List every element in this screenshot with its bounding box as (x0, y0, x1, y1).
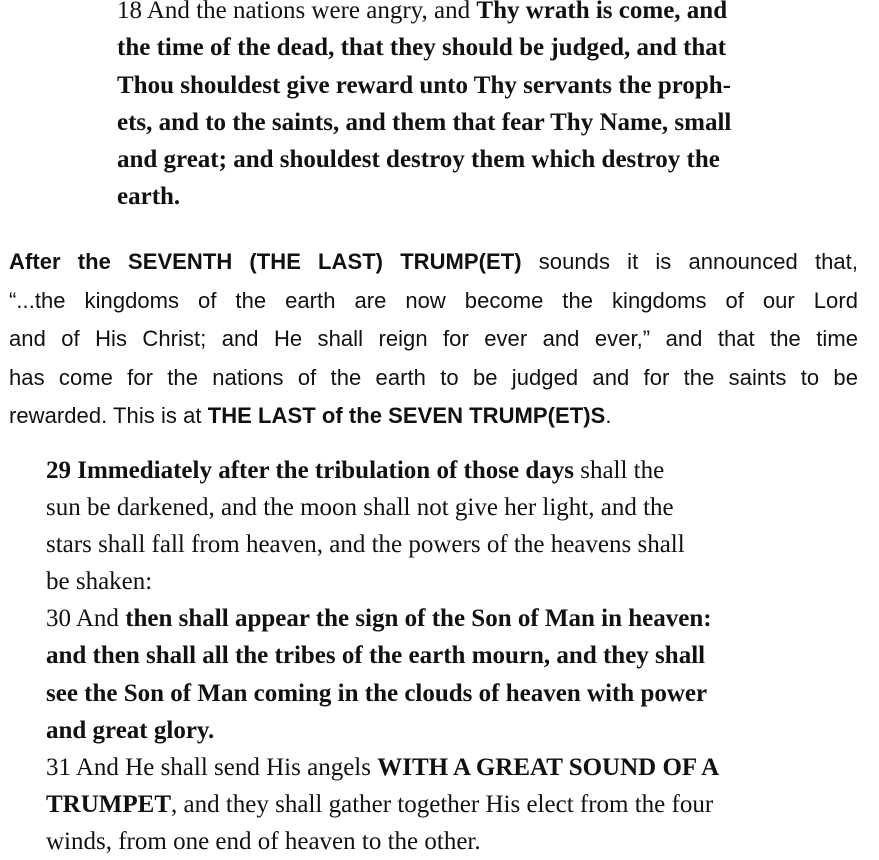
text-run: 18 And the nations were angry, and (117, 0, 477, 24)
text-line (46, 526, 719, 563)
text-run: be shaken: (46, 568, 153, 596)
bold-text-run: ets, and to the saints, and them that fear Thy Name, small (117, 108, 732, 136)
matthew-24-29-31-verses (46, 452, 719, 860)
bold-text-run: and then shall all the tribes of the earth mourn, and they shall (46, 642, 706, 670)
text-line (46, 675, 719, 712)
text-line (46, 749, 719, 786)
text-line (46, 712, 719, 749)
text-line (117, 104, 731, 141)
text-line (46, 637, 719, 674)
text-line (46, 452, 719, 489)
bold-text-run: earth. (117, 183, 181, 211)
text-run: sun be darkened, and the moon shall not give her light, and the (46, 494, 674, 522)
text-run: and of His Christ; and He shall reign for ever and ever,” and that the time (9, 326, 858, 352)
text-line (46, 600, 719, 637)
text-line (117, 0, 731, 29)
bold-text-run: TRUMPET (46, 790, 171, 818)
text-line (9, 397, 858, 436)
text-line (9, 320, 858, 359)
bold-text-run: and great; and shouldest destroy them which destroy the (117, 146, 720, 174)
text-run: 31 And He shall send His angels (46, 753, 378, 781)
text-run: shall the (573, 457, 665, 484)
revelation-11-18-verse (117, 0, 731, 216)
text-line (117, 67, 731, 104)
text-line (117, 29, 731, 66)
text-run: has come for the nations of the earth to be judged and for the saints to be (9, 364, 858, 390)
text-run: “...the kingdoms of the earth are now become the kingdoms of our Lord (9, 287, 858, 313)
text-run: rewarded. This is at (9, 403, 208, 429)
bold-text-run: Thy wrath is come, and (476, 0, 728, 24)
text-line (117, 141, 731, 178)
text-run: . (605, 403, 612, 429)
text-line (46, 786, 719, 823)
bold-text-run: the time of the dead, that they should be judged, and that (117, 34, 727, 62)
text-run: winds, from one end of heaven to the other. (46, 827, 481, 855)
text-run: stars shall fall from heaven, and the powers of the heavens shall (46, 531, 685, 559)
text-line (9, 243, 858, 282)
text-run: , and they shall gather together His elect from the four (171, 790, 714, 818)
text-line (9, 359, 858, 398)
text-line (46, 823, 719, 860)
text-run: sounds it is announced that, (521, 249, 858, 274)
text-line (9, 282, 858, 321)
text-line (46, 563, 719, 600)
bold-text-run: Thou shouldest give reward unto Thy servants the proph- (117, 71, 732, 99)
text-run: 30 And (46, 605, 126, 633)
bold-text-run: then shall appear the sign of the Son of Man in heaven: (125, 605, 712, 633)
bold-text-run: WITH A GREAT SOUND OF A (377, 753, 720, 781)
bold-text-run: THE LAST of the SEVEN TRUMP(ET)S (207, 403, 606, 429)
text-line (117, 178, 731, 215)
commentary-paragraph (9, 243, 858, 436)
bold-text-run: After the SEVENTH (THE LAST) TRUMP(ET) (9, 249, 522, 274)
bold-text-run: 29 Immediately after the tribulation of those days (46, 457, 574, 484)
bold-text-run: see the Son of Man coming in the clouds of heaven with power (46, 679, 708, 707)
bold-text-run: and great glory. (46, 716, 215, 744)
text-line (46, 489, 719, 526)
